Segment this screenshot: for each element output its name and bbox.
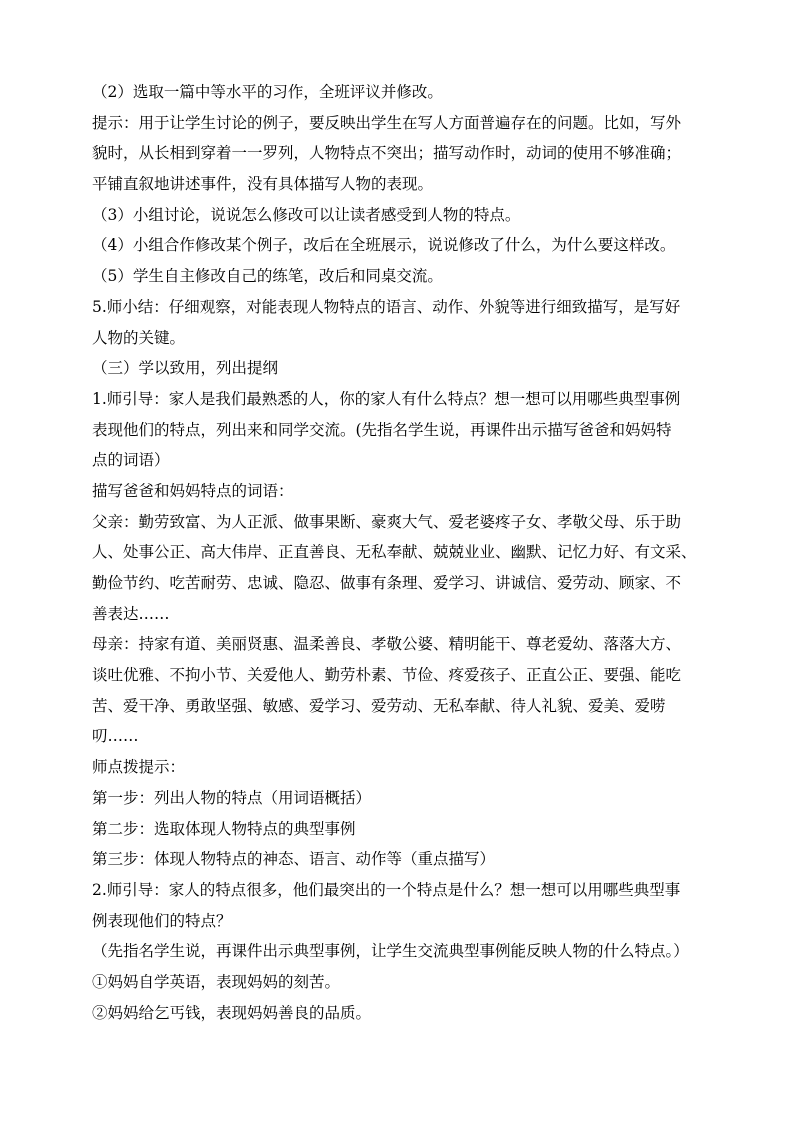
paragraph-line: 例表现他们的特点？ (92, 911, 232, 930)
paragraph-line: 善表达…… (92, 604, 170, 623)
document-page (92, 77, 716, 1028)
paragraph-line: （2）选取一篇中等水平的习作，全班评议并修改。 (92, 83, 443, 101)
paragraph-line: 第二步：选取体现人物特点的典型事例 (92, 819, 356, 838)
paragraph-line: 人、处事公正、高大伟岸、正直善良、无私奉献、兢兢业业、幽默、记忆力好、有文采、 (92, 543, 697, 562)
paragraph-line: （3）小组讨论，说说怎么修改可以让读者感受到人物的特点。 (92, 205, 521, 224)
paragraph-line: 提示：用于让学生讨论的例子，要反映出学生在写人方面普遍存在的问题。比如，写外 (92, 113, 682, 132)
section-heading: （三）学以致用，列出提纲 (92, 359, 279, 378)
paragraph-line: 谈吐优雅、不拘小节、关爱他人、勤劳朴素、节俭、疼爱孩子、正直公正、要强、能吃 (92, 666, 682, 685)
paragraph-line: 5.师小结：仔细观察，对能表现人物特点的语言、动作、外貌等进行细致描写，是写好 (92, 297, 681, 316)
paragraph-line: 点的词语） (92, 451, 170, 470)
paragraph-line: 勤俭节约、吃苦耐劳、忠诚、隐忍、做事有条理、爱学习、讲诚信、爱劳动、顾家、不 (92, 574, 682, 592)
paragraph-line: 师点拨提示： (92, 758, 186, 777)
paragraph-line: （5）学生自主修改自己的练笔，改后和同桌交流。 (92, 267, 443, 286)
paragraph-line: 叨…… (92, 727, 139, 746)
paragraph-line: 表现他们的特点，列出来和同学交流。(先指名学生说，再课件出示描写爸爸和妈妈特 (92, 420, 672, 439)
paragraph-line: 第三步：体现人物特点的神态、语言、动作等（重点描写） (92, 850, 496, 869)
paragraph-line: 貌时，从长相到穿着一一罗列，人物特点不突出；描写动作时，动词的使用不够准确； (92, 144, 682, 163)
paragraph-line: 1.师引导：家人是我们最熟悉的人，你的家人有什么特点？想一想可以用哪些典型事例 (92, 389, 681, 408)
paragraph-line: 描写爸爸和妈妈特点的词语： (92, 481, 294, 500)
paragraph-line: 母亲：持家有道、美丽贤惠、温柔善良、孝敬公婆、精明能干、尊老爱幼、落落大方、 (92, 635, 682, 654)
paragraph-line: 父亲：勤劳致富、为人正派、做事果断、豪爽大气、爱老婆疼子女、孝敬父母、乐于助 (92, 512, 682, 531)
paragraph-line: ②妈妈给乞丐钱，表现妈妈善良的品质。 (92, 1003, 372, 1022)
paragraph-line: （先指名学生说，再课件出示典型事例，让学生交流典型事例能反映人物的什么特点。） (92, 942, 689, 961)
paragraph-line: 2.师引导：家人的特点很多，他们最突出的一个特点是什么？想一想可以用哪些典型事 (92, 880, 681, 899)
paragraph-line: ①妈妈自学英语，表现妈妈的刻苦。 (92, 972, 341, 991)
paragraph-line: 人物的关键。 (92, 328, 186, 347)
paragraph-line: 第一步：列出人物的特点（用词语概括） (92, 788, 372, 807)
paragraph-line: 苦、爱干净、勇敢坚强、敏感、爱学习、爱劳动、无私奉献、待人礼貌、爱美、爱唠 (92, 696, 666, 715)
paragraph-line: 平铺直叙地讲述事件，没有具体描写人物的表现。 (92, 175, 434, 194)
paragraph-line: （4）小组合作修改某个例子，改后在全班展示，说说修改了什么，为什么要这样改。 (92, 236, 676, 255)
